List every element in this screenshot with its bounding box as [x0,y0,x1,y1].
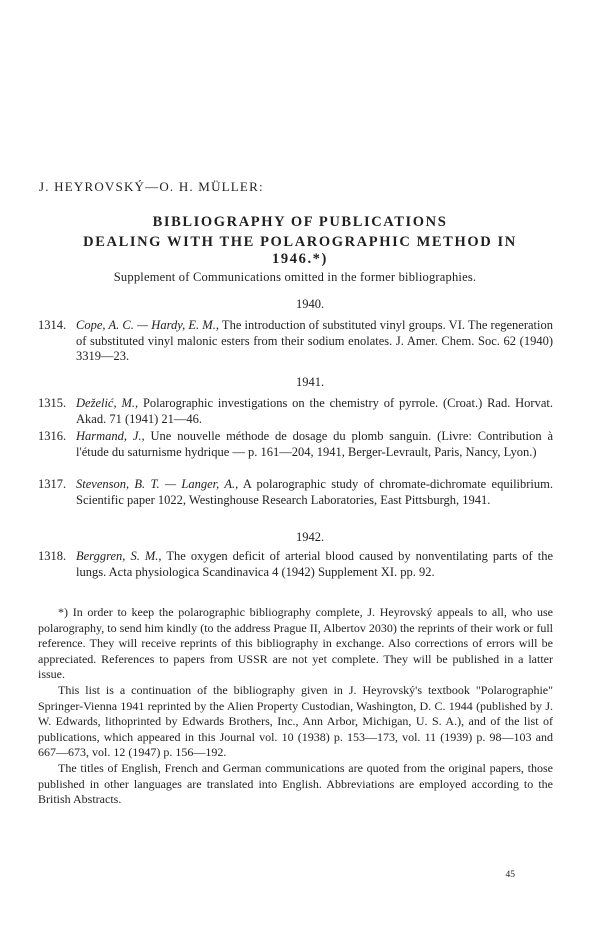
subtitle: Supplement of Communications omitted in the former bibliographies. [113,270,477,284]
year-heading-1941: 1941. [295,375,325,389]
entry-number: 1314. [38,318,67,332]
entry-body [76,318,553,365]
entry-body [76,396,553,427]
entry-authors: Berggren, S. M., [76,549,162,563]
entry-body [76,477,553,508]
entry-body [76,429,553,460]
entry-number: 1318. [38,549,67,563]
entry-authors: Harmand, J., [76,429,145,443]
bibliography-entry [38,477,553,508]
entry-text: A polarographic study of chromate-dichromate equilibrium. Scientific paper 1022, Westinghouse Research Laboratories, East Pittsburgh, 1941. [76,477,553,507]
entry-authors: Deželić, M., [76,396,139,410]
footnote-paragraph: The titles of English, French and German communications are quoted from the original papers, those published in other languages are translated into English. Abbreviations are employed according to the British Abstracts. [38,760,553,807]
year-heading-1940: 1940. [295,297,325,311]
entry-number: 1316. [38,429,67,443]
bibliography-entry [38,429,553,460]
entry-authors: Cope, A. C. — Hardy, E. M., [76,318,219,332]
entry-number: 1317. [38,477,67,491]
entry-text: Une nouvelle méthode de dosage du plomb sanguin. (Livre: Contribution à l'étude du saturnisme hydrique — p. 161—204, 1941, Berger-Levrault, Paris, Nancy, Lyon.) [76,429,553,459]
bibliography-entry [38,318,553,365]
entry-text: The introduction of substituted vinyl groups. VI. The regeneration of substituted vinyl malonic esters from their sodium enolates. J. Amer. Chem. Soc. 62 (1940) 3319—23. [76,318,554,363]
footnotes [38,605,553,808]
year-heading-1942: 1942. [295,530,325,544]
entry-text: The oxygen deficit of arterial blood caused by nonventilating parts of the lungs. Acta physiologica Scandinavica 4 (1942) Supplement XI. pp. 92. [76,549,553,579]
bibliography-entry [38,549,553,580]
footnote-paragraph: This list is a continuation of the bibliography given in J. Heyrovský's textbook "Polarographie" Springer-Vienna 1941 reprinted by the Alien Property Custodian, Washington, D. C. 1944 (published by J. W. Edwards, lithoprinted by Edwards Brothers, Inc., Ann Arbor, Michigan, U. S. A.), and of the list of publications, which appeared in this Journal vol. 10 (1938) p. 153—173, vol. 11 (1939) p. 98—103 and 667—673, vol. 12 (1947) p. 156—192. [38,682,553,760]
entry-authors: Stevenson, B. T. — Langer, A., [76,477,239,491]
authors-line: J. HEYROVSKÝ—O. H. MÜLLER: [39,179,264,194]
bibliography-entry [38,396,553,427]
entry-body [76,549,553,580]
entry-text: Polarographic investigations on the chemistry of pyrrole. (Croat.) Rad. Horvat. Akad. 71 (1941) 21—46. [76,396,553,426]
title-line-1: BIBLIOGRAPHY OF PUBLICATIONS [152,214,448,230]
title-line-2: DEALING WITH THE POLAROGRAPHIC METHOD IN 1946.*) [83,234,517,267]
page-number: 45 [505,870,515,880]
entry-number: 1315. [38,396,67,410]
footnote-paragraph: *) In order to keep the polarographic bibliography complete, J. Heyrovský appeals to all, who use polarography, to send him kindly (to the address Prague II, Albertov 2030) the reprints of their work or full reference. They will receive reprints of this bibliography in exchange. Also corrections of errors will be appreciated. References to papers from USSR are not yet complete. They will be published in a latter issue. [38,605,553,682]
